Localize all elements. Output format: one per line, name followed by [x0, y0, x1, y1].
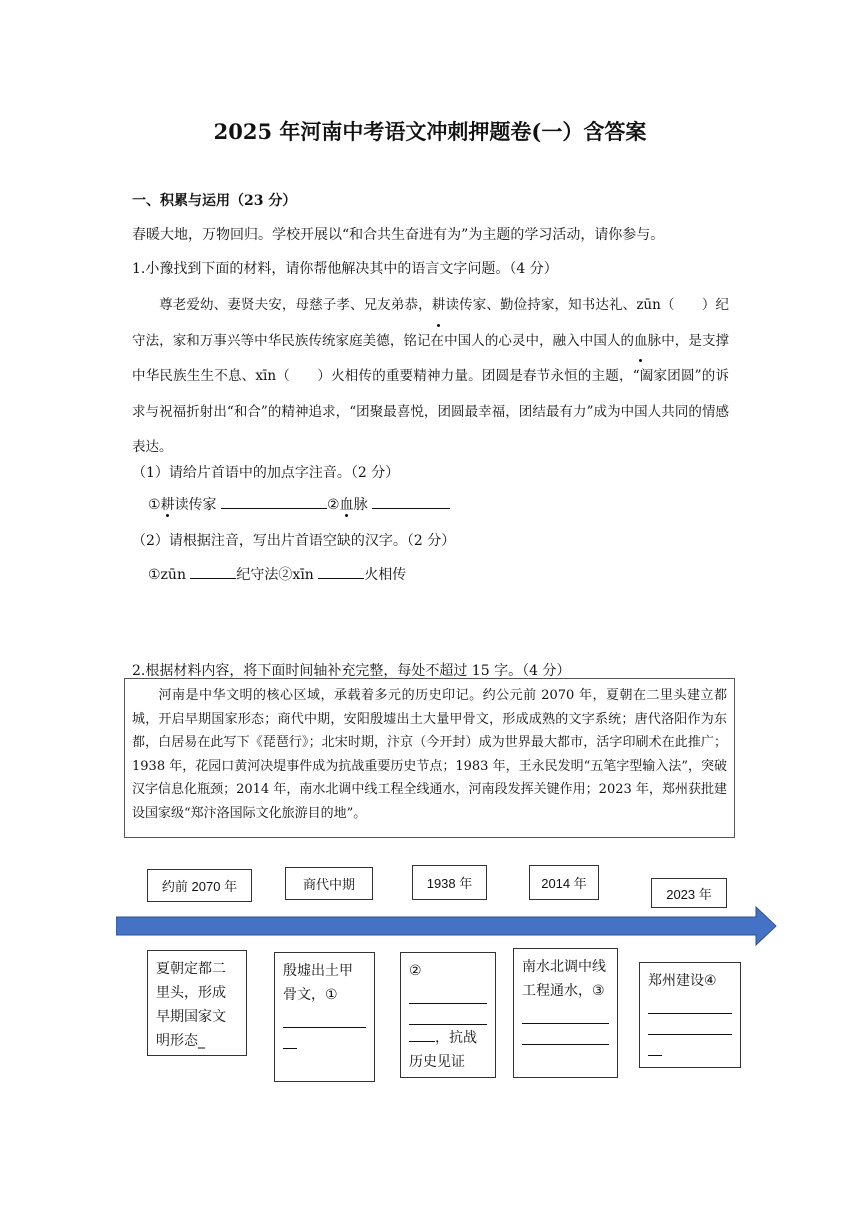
passage-part-1: 尊老爱幼、妻贤夫安，母慈子孝、兄友弟恭， — [159, 297, 432, 313]
timeline-card-3 — [400, 952, 496, 1078]
sub-question-2: （2）请根据注音，写出片首语空缺的汉字。（2 分） — [132, 533, 456, 549]
answer-blank-2[interactable] — [372, 508, 450, 509]
timeline-label-2: 商代中期 — [285, 867, 373, 900]
card-2-text: 殷墟出土甲骨文，① — [283, 963, 353, 1003]
timeline-card-4 — [513, 948, 618, 1078]
card-2-blank-line[interactable] — [283, 1028, 297, 1049]
card-4-blank-line[interactable] — [522, 1003, 609, 1024]
document-title: 2025 年河南中考语文冲刺押题卷(一）含答案 — [213, 119, 647, 144]
answer-blank-3[interactable] — [190, 578, 236, 579]
item-b-text: 脉 — [353, 497, 368, 513]
item-b-number: ② — [327, 497, 340, 513]
timeline-card-1 — [147, 950, 247, 1056]
item-zun: ①zūn — [148, 567, 186, 583]
sub-question-1: （1）请给片首语中的加点字注音。（2 分） — [132, 465, 400, 481]
sub-question-1-answers — [148, 494, 450, 514]
item-zun-text: 纪守法 — [236, 567, 279, 583]
timeline-arrow — [116, 905, 778, 947]
question-2-prompt: 2.根据材料内容，将下面时间轴补充完整，每处不超过 15 字。（4 分） — [132, 663, 571, 679]
material-box — [124, 678, 735, 838]
sub-question-2-answers — [148, 564, 406, 584]
card-3-text: ② — [409, 963, 422, 979]
dotted-char-geng: 耕 — [432, 288, 446, 324]
card-5-text: 郑州建设④ — [648, 973, 717, 989]
material-text: 河南是中华文明的核心区域，承载着多元的历史印记。约公元前 2070 年，夏朝在二里头建立都城，开启早期国家形态；商代中期，安阳殷墟出土大量甲骨文，形成成熟的文字系统；唐代洛阳作为东都，白居易在此写下《琵琶行》；北宋时期，汴京（今开封）成为世界最大都市，活字印刷术在此推广；1938 年，花园口黄河决堤事件成为抗战重要历史节点；1983 年，王永民发明“五笔字型输入法”，突破汉字信息化瓶颈；2014 年，南水北调中线工程全线通水，河南段发挥关键作用；2023 年，郑州获批建设国家级“郑汴洛国际文化旅游目的地”。 — [132, 688, 727, 821]
card-1-text: 夏朝定都二里头，形成早期国家文明形态_ — [156, 961, 226, 1049]
card-2-blank-line[interactable] — [283, 1007, 366, 1028]
item-b-dotted-char: 血 — [340, 494, 354, 514]
card-5-blank-line[interactable] — [648, 993, 732, 1014]
timeline-label-5: 2023 年 — [651, 878, 727, 908]
timeline-label-3: 1938 年 — [412, 865, 487, 900]
timeline-card-5 — [639, 962, 741, 1068]
card-5-blank-line[interactable] — [648, 1014, 732, 1035]
timeline-label-4: 2014 年 — [529, 865, 599, 900]
item-xin: ②xīn — [278, 567, 314, 583]
passage — [132, 288, 729, 466]
card-3-blank-line[interactable] — [409, 983, 487, 1004]
item-a-text: 读传家 — [174, 497, 217, 513]
passage-part-2: 读传家、勤俭持家，知书达礼、zūn（ ）纪守法，家和万事兴等中华民族传统家庭美德，铭记在中国人的心灵中，融入中国人的 — [132, 297, 729, 349]
timeline-card-2 — [274, 952, 375, 1082]
card-3-blank-short[interactable] — [409, 1025, 435, 1042]
passage-part-3: 脉中，是支撑中华民族生生不息、xīn（ ）火相传的重要精神力量。团圆是春节永恒的主题，“阖家团圆”的诉求与祝福折射出“和合”的精神追求，“团聚最喜悦，团圆最幸福，团结最有力”成为中国人共同的情感表达。 — [132, 332, 730, 455]
card-4-blank-line[interactable] — [522, 1024, 609, 1045]
card-3-tail: ，抗战历史见证 — [409, 1030, 477, 1070]
question-1-prompt: 1.小豫找到下面的材料，请你帮他解决其中的语言文字问题。（4 分） — [132, 261, 558, 277]
section-heading: 一、积累与运用（23 分） — [132, 193, 297, 209]
dotted-char-xue: 血 — [634, 324, 648, 360]
answer-blank-1[interactable] — [221, 508, 327, 509]
card-4-text: 南水北调中线工程通水，③ — [522, 959, 606, 999]
card-3-blank-line[interactable] — [409, 1004, 487, 1025]
item-a-dotted-char: 耕 — [161, 494, 175, 514]
card-5-blank-line[interactable] — [648, 1035, 662, 1056]
answer-blank-4[interactable] — [318, 578, 364, 579]
timeline-label-1: 约前 2070 年 — [147, 869, 252, 902]
intro-text: 春暖大地，万物回归。学校开展以“和合共生奋进有为”为主题的学习活动，请你参与。 — [132, 227, 665, 243]
item-xin-text: 火相传 — [364, 567, 407, 583]
timeline-arrow-shape — [116, 907, 776, 945]
item-a-number: ① — [148, 497, 161, 513]
